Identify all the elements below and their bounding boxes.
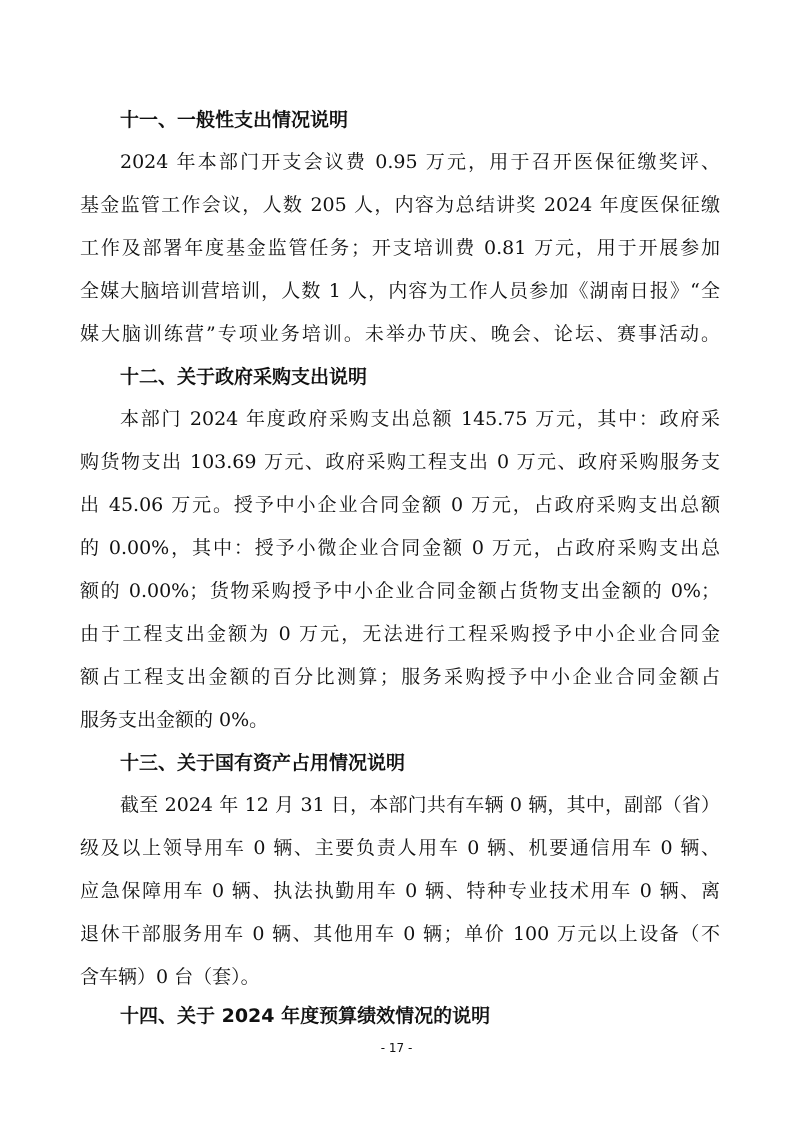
paragraph-line: 退休干部服务用车 0 辆、其他用车 0 辆；单价 100 万元以上设备（不 — [80, 923, 720, 945]
paragraph-line: 本部门 2024 年度政府采购支出总额 145.75 万元，其中：政府采 — [120, 408, 720, 430]
paragraph-line: 的 0.00%，其中：授予小微企业合同金额 0 万元，占政府采购支出总 — [80, 537, 720, 559]
paragraph-line: 级及以上领导用车 0 辆、主要负责人用车 0 辆、机要通信用车 0 辆、 — [80, 837, 720, 859]
section-heading-14: 十四、关于 2024 年度预算绩效情况的说明 — [120, 1005, 491, 1027]
paragraph-line: 服务支出金额的 0%。 — [80, 709, 269, 731]
paragraph-line: 基金监管工作会议，人数 205 人，内容为总结讲奖 2024 年度医保征缴 — [80, 194, 720, 216]
page-number: - 17 - — [380, 1041, 413, 1055]
paragraph-line: 额占工程支出金额的百分比测算；服务采购授予中小企业合同金额占 — [80, 666, 720, 688]
paragraph-line: 工作及部署年度基金监管任务；开支培训费 0.81 万元，用于开展参加 — [80, 237, 720, 259]
section-heading-11: 十一、一般性支出情况说明 — [120, 109, 349, 131]
paragraph-line: 出 45.06 万元。授予中小企业合同金额 0 万元，占政府采购支出总额 — [80, 494, 720, 516]
paragraph-line: 应急保障用车 0 辆、执法执勤用车 0 辆、特种专业技术用车 0 辆、离 — [80, 880, 720, 902]
section-heading-12: 十二、关于政府采购支出说明 — [120, 366, 368, 388]
paragraph-line: 由于工程支出金额为 0 万元，无法进行工程采购授予中小企业合同金 — [80, 623, 720, 645]
paragraph-line: 截至 2024 年 12 月 31 日，本部门共有车辆 0 辆，其中，副部（省） — [120, 794, 720, 816]
paragraph-line: 媒大脑训练营”专项业务培训。未举办节庆、晚会、论坛、赛事活动。 — [80, 323, 720, 345]
paragraph-line: 购货物支出 103.69 万元、政府采购工程支出 0 万元、政府采购服务支 — [80, 451, 720, 473]
paragraph-line: 全媒大脑培训营培训，人数 1 人，内容为工作人员参加《湖南日报》“全 — [80, 280, 720, 302]
section-heading-13: 十三、关于国有资产占用情况说明 — [120, 752, 406, 774]
paragraph-line: 含车辆）0 台（套）。 — [80, 966, 260, 988]
paragraph-line: 额的 0.00%；货物采购授予中小企业合同金额占货物支出金额的 0%； — [80, 580, 720, 602]
paragraph-line: 2024 年本部门开支会议费 0.95 万元，用于召开医保征缴奖评、 — [120, 151, 720, 173]
